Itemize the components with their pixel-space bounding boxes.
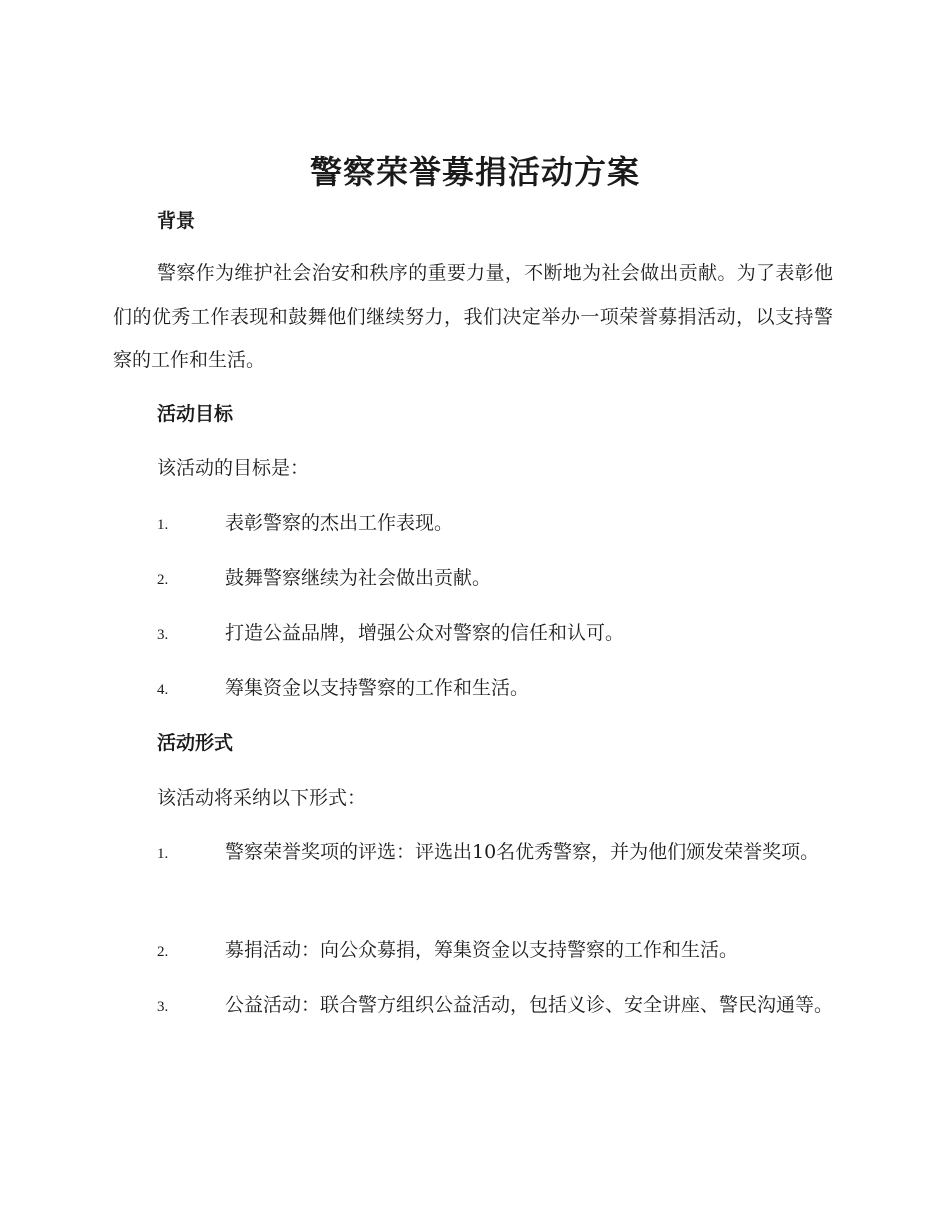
list-item-text: 警察荣誉奖项的评选：评选出10名优秀警察，并为他们颁发荣誉奖项。 xyxy=(225,841,820,863)
list-item-text: 募捐活动：向公众募捐，筹集资金以支持警察的工作和生活。 xyxy=(225,939,739,961)
format-intro: 该活动将采纳以下形式： xyxy=(157,787,367,809)
list-number: 3. xyxy=(157,627,169,643)
goals-intro: 该活动的目标是： xyxy=(157,457,310,479)
section-heading-goals: 活动目标 xyxy=(157,403,234,425)
list-item-text: 公益活动：联合警方组织公益活动，包括义诊、安全讲座、警民沟通等。 xyxy=(225,994,834,1016)
goal-item xyxy=(113,667,833,713)
list-number: 2. xyxy=(157,572,169,588)
list-number: 2. xyxy=(157,944,169,960)
list-number: 1. xyxy=(157,517,169,533)
section-heading-format: 活动形式 xyxy=(157,732,234,754)
list-item-text: 筹集资金以支持警察的工作和生活。 xyxy=(225,677,530,699)
format-item xyxy=(113,831,833,877)
background-paragraph: 警察作为维护社会治安和秩序的重要力量，不断地为社会做出贡献。为了表彰他们的优秀工作表现和鼓舞他们继续努力，我们决定举办一项荣誉募捐活动，以支持警察的工作和生活。 xyxy=(113,262,833,371)
list-item-text: 打造公益品牌，增强公众对警察的信任和认可。 xyxy=(225,622,625,644)
format-item xyxy=(113,984,833,1030)
list-number: 4. xyxy=(157,682,169,698)
section-heading-background: 背景 xyxy=(157,210,196,232)
list-number: 3. xyxy=(157,999,169,1015)
goal-item xyxy=(113,557,833,603)
list-item-text: 鼓舞警察继续为社会做出贡献。 xyxy=(225,567,492,589)
list-item-text: 表彰警察的杰出工作表现。 xyxy=(225,512,454,534)
format-item xyxy=(113,929,833,975)
list-number: 1. xyxy=(157,846,169,862)
goal-item xyxy=(113,502,833,548)
goal-item xyxy=(113,612,833,658)
document-title: 警察荣誉募捐活动方案 xyxy=(309,153,640,191)
